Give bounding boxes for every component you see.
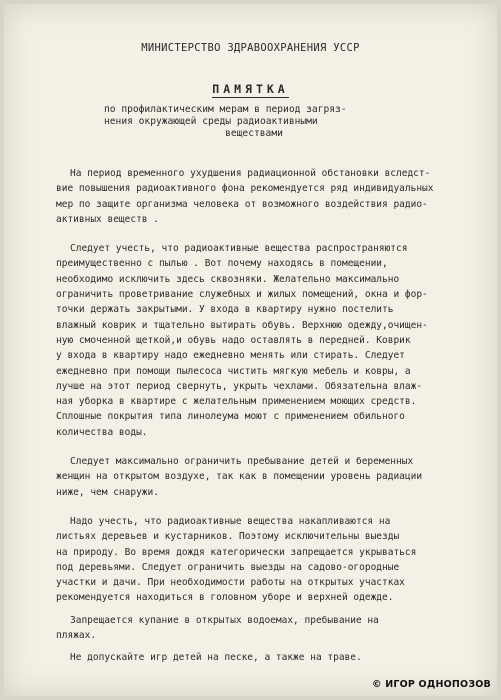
subtitle-line: веществами — [225, 128, 283, 139]
text-line: ниже, чем снаружи. — [56, 486, 159, 498]
text-line: под деревьями. Следует ограничить выезды на садово-огородные — [56, 561, 400, 573]
text-line: участки и дачи. При необходимости работы на открытых участках — [56, 577, 405, 589]
text-line: пляжах. — [56, 630, 97, 642]
text-line: Не допускайте игр детей на песке, а также на траве. — [70, 652, 362, 664]
text-line: Сплошные покрытия типа линолеума моют с применением обильного — [56, 411, 405, 423]
subtitle-line: нения окружающей среды радиоактивными — [104, 116, 318, 127]
text-line: листьях деревьев и кустарников. Поэтому исключительны выезды — [56, 531, 400, 543]
paragraph-1 — [56, 166, 481, 227]
paragraph-2 — [56, 241, 481, 440]
document-title — [4, 82, 497, 96]
document-body — [56, 166, 481, 666]
document-subtitle — [104, 104, 404, 140]
paragraph-6 — [56, 650, 481, 665]
document-page — [4, 4, 497, 696]
text-line: активных веществ . — [56, 213, 159, 225]
text-line: ежедневно при помощи пылесоса чистить мягкую мебель и ковры, а — [56, 365, 411, 377]
paragraph-5 — [56, 613, 481, 644]
text-line: ную смоченной щеткой,и обувь надо оставлять в передней. Коврик — [56, 334, 411, 346]
text-line: На период временного ухудшения радиационной обстановки вследст- — [70, 168, 431, 179]
text-line: у входа в квартиру надо ежедневно менять или стирать. Следует — [56, 350, 405, 362]
text-line: количества воды. — [56, 426, 148, 438]
paragraph-3 — [56, 454, 481, 500]
ministry-heading: МИНИСТЕРСТВО ЗДРАВООХРАНЕНИЯ УССР — [141, 42, 360, 54]
text-line: ограничить проветривание служебных и жилых помещений, окна и фор- — [56, 289, 428, 301]
text-line: вие повышения радиоактивного фона рекомендуется ряд индивидуальных — [56, 183, 434, 195]
text-line: мер по защите организма человека от возможного воздействия радио- — [56, 198, 428, 210]
text-line: Следует учесть, что радиоактивные вещества распространяются — [70, 243, 408, 255]
copyright-watermark: © ИГОР ОДНОПОЗОВ — [371, 679, 491, 690]
text-line: ная уборка в квартире с желательным применением моющих средств. — [56, 396, 417, 408]
text-line: влажный коврик и тщательно вытирать обувь. Верхнюю одежду,очищен- — [56, 319, 428, 331]
subtitle-line: по профилактическим мерам в период загряз- — [104, 104, 347, 115]
text-line: Запрещается купание в открытых водоемах, пребывание на — [70, 614, 379, 626]
text-line: женщин на открытом воздухе, так как в помещении уровень радиации — [56, 471, 423, 483]
text-line: на природу. Во время дождя категорически запрещается укрываться — [56, 546, 417, 558]
text-line: лучше на этот период свернуть, укрыть чехлами. Обязательна влаж- — [56, 380, 423, 392]
text-line: необходимо исключить здесь сквозняки. Желательно максимально — [56, 273, 400, 285]
text-line: точки держать закрытыми. У входа в квартиру нужно постелить — [56, 304, 394, 316]
text-line: Следует максимально ограничить пребывание детей и беременных — [70, 456, 414, 468]
text-line: рекомендуется находиться в головном уборе и верхней одежде. — [56, 592, 394, 604]
text-line: Надо учесть, что радиоактивные вещества накапливаются на — [70, 515, 391, 527]
paragraph-4 — [56, 514, 481, 606]
text-line: преимущественно с пылью . Вот почему находясь в помещении, — [56, 258, 388, 270]
title-text: ПАМЯТКА — [212, 82, 289, 96]
